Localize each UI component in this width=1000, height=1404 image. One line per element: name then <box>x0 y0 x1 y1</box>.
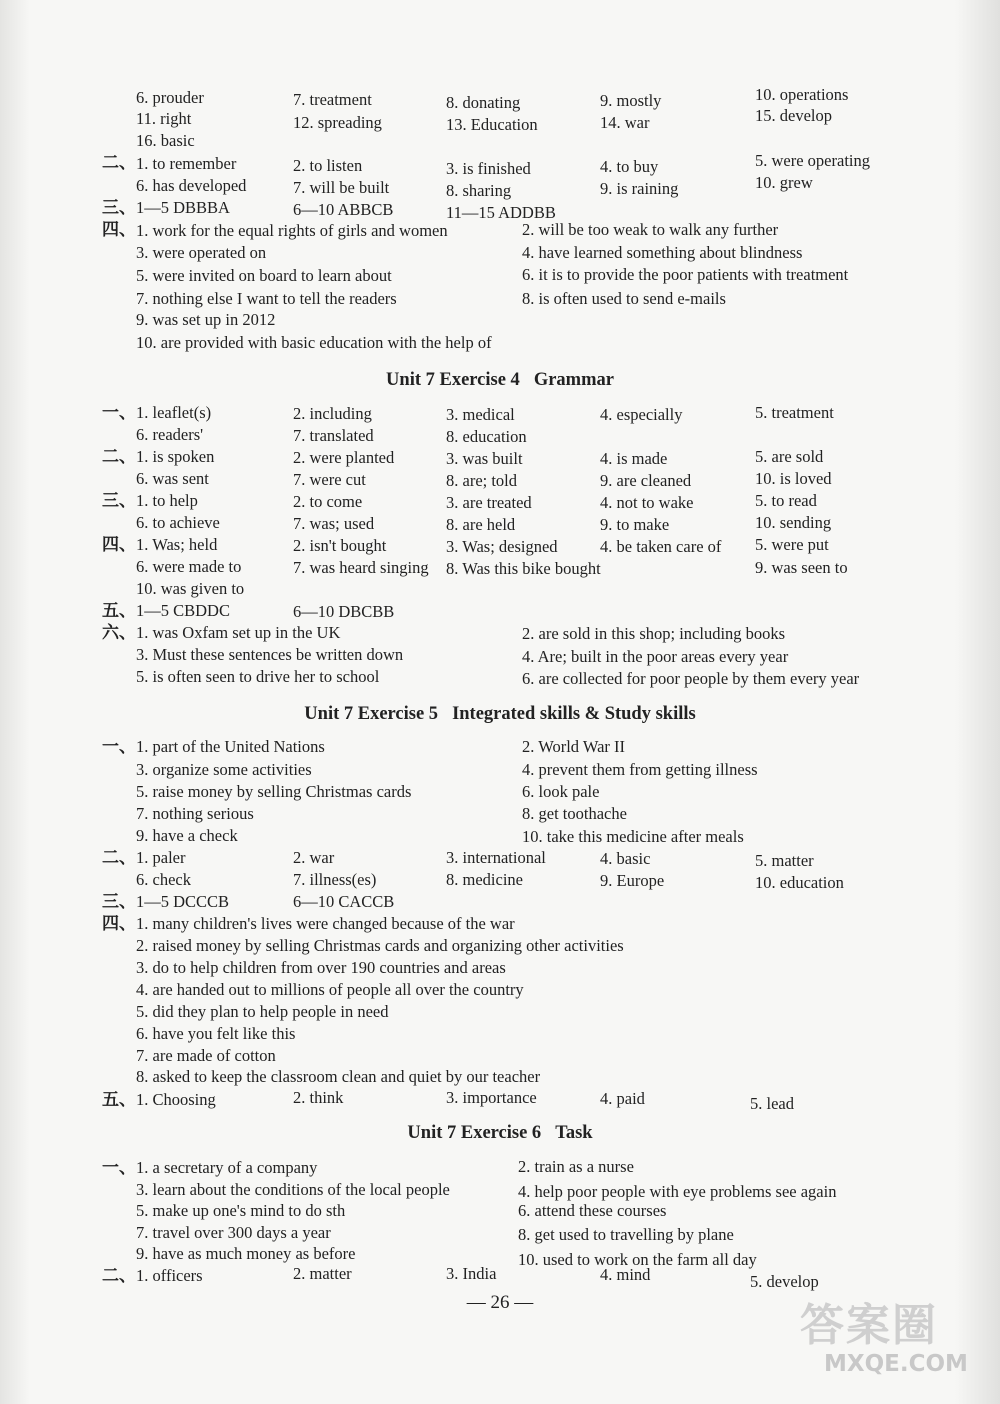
answer: 1. Choosing <box>136 1090 216 1109</box>
answer: 8. are; told <box>446 471 518 490</box>
answer: 8. sharing <box>446 181 512 200</box>
answer: 1. paler <box>136 848 186 867</box>
answer: 6. to achieve <box>136 513 220 532</box>
answer: 9. to make <box>600 515 670 534</box>
answer: 3. do to help children from over 190 countries and areas <box>136 958 506 977</box>
answer: 3. was built <box>446 449 523 468</box>
answer: 3. Must these sentences be written down <box>136 645 404 664</box>
answer: 9. was set up in 2012 <box>136 310 276 329</box>
answer: 3. international <box>446 848 546 867</box>
answer: 4. to buy <box>600 157 659 176</box>
answer: 6. check <box>136 870 191 889</box>
answer: 8. Was this bike bought <box>446 559 601 578</box>
answer: 5. to read <box>755 491 817 510</box>
part-marker: 四、 <box>102 220 136 240</box>
answer: 10. is loved <box>755 469 832 488</box>
section-title <box>0 702 1000 726</box>
answer: 4. have learned something about blindness <box>522 243 803 262</box>
part-marker: 六、 <box>102 623 136 643</box>
answer: 7. treatment <box>293 90 372 109</box>
watermark-url: MXQE.COM <box>824 1351 968 1377</box>
section-title-topic: Task <box>555 1123 593 1143</box>
answer: 4. not to wake <box>600 493 694 512</box>
answer: 6. look pale <box>522 782 600 801</box>
answer: 8. asked to keep the classroom clean and quiet by our teacher <box>136 1067 541 1086</box>
section-title-topic: Integrated skills & Study skills <box>452 704 696 724</box>
answer: 4. help poor people with eye problems see again <box>518 1182 837 1201</box>
answer: 2. are sold in this shop; including books <box>522 624 786 643</box>
answer: 8. donating <box>446 93 521 112</box>
part-marker: 三、 <box>102 892 136 912</box>
answer: 7. was; used <box>293 514 375 533</box>
answer: 7. nothing serious <box>136 804 254 823</box>
part-marker: 三、 <box>102 491 136 511</box>
answer: 4. be taken care of <box>600 537 722 556</box>
answer: 4. mind <box>600 1265 651 1284</box>
answer: 16. basic <box>136 131 195 150</box>
answer: 6—10 CACCB <box>293 892 395 911</box>
answer: 2. to come <box>293 492 363 511</box>
answer: 8. is often used to send e-mails <box>522 289 726 308</box>
answer: 10. sending <box>755 513 832 532</box>
watermark-logo <box>772 1289 972 1384</box>
answer: 2. raised money by selling Christmas cards and organizing other activities <box>136 936 624 955</box>
answer: 7. was heard singing <box>293 558 429 577</box>
answer: 3. organize some activities <box>136 760 312 779</box>
part-marker: 二、 <box>102 153 136 173</box>
answer: 4. prevent them from getting illness <box>522 760 758 779</box>
answer: 8. medicine <box>446 870 523 889</box>
page-number: — 26 — <box>466 1292 534 1313</box>
answer: 5. are sold <box>755 447 824 466</box>
answer: 7. were cut <box>293 470 366 489</box>
section-title <box>0 1121 1000 1145</box>
answer: 4. are handed out to millions of people all over the country <box>136 980 524 999</box>
answer: 7. travel over 300 days a year <box>136 1223 331 1242</box>
answer: 8. education <box>446 427 527 446</box>
answer: 3. Was; designed <box>446 537 558 556</box>
answer: 1. to help <box>136 491 198 510</box>
answer: 1. Was; held <box>136 535 218 554</box>
answer: 6. readers' <box>136 425 204 444</box>
answer: 3. importance <box>446 1088 537 1107</box>
answer: 2. were planted <box>293 448 395 467</box>
answer: 6. was sent <box>136 469 209 488</box>
section-title-unit: Unit 7 Exercise 6 <box>407 1123 542 1143</box>
answer: 10. education <box>755 873 844 892</box>
answer: 7. nothing else I want to tell the readers <box>136 289 397 308</box>
answer: 2. think <box>293 1088 344 1107</box>
answer: 1. is spoken <box>136 447 215 466</box>
answer: 6. have you felt like this <box>136 1024 296 1043</box>
answer: 2. will be too weak to walk any further <box>522 220 779 239</box>
answer: 1. part of the United Nations <box>136 737 325 756</box>
answer: 1. to remember <box>136 154 237 173</box>
answer: 8. get toothache <box>522 804 627 823</box>
answer: 3. India <box>446 1264 497 1283</box>
answer: 2. World War II <box>522 737 626 756</box>
answer: 1. a secretary of a company <box>136 1158 318 1177</box>
answer: 3. were operated on <box>136 243 267 262</box>
answer: 5. raise money by selling Christmas cards <box>136 782 412 801</box>
answer: 5. were invited on board to learn about <box>136 266 392 285</box>
part-marker: 五、 <box>102 601 136 621</box>
answer: 7. translated <box>293 426 374 445</box>
answer: 11. right <box>136 109 192 128</box>
answer: 5. is often seen to drive her to school <box>136 667 380 686</box>
part-marker: 二、 <box>102 1266 136 1286</box>
answer: 5. make up one's mind to do sth <box>136 1201 346 1220</box>
part-marker: 五、 <box>102 1090 136 1110</box>
answer: 5. treatment <box>755 403 834 422</box>
answer: 10. was given to <box>136 579 245 598</box>
part-marker: 四、 <box>102 535 136 555</box>
answer: 3. learn about the conditions of the local people <box>136 1180 450 1199</box>
answer: 6—10 DBCBB <box>293 602 395 621</box>
answer: 4. especially <box>600 405 683 424</box>
answer: 1. work for the equal rights of girls and women <box>136 221 448 240</box>
answer: 10. grew <box>755 173 813 192</box>
answer: 3. is finished <box>446 159 531 178</box>
answer: 9. have as much money as before <box>136 1244 356 1263</box>
answer: 6. are collected for poor people by them every year <box>522 669 860 688</box>
answer: 12. spreading <box>293 113 382 132</box>
answer: 6. were made to <box>136 557 242 576</box>
answer: 9. are cleaned <box>600 471 692 490</box>
answer: 5. matter <box>755 851 814 870</box>
answer: 2. isn't bought <box>293 536 387 555</box>
answer: 9. is raining <box>600 179 679 198</box>
answer: 7. are made of cotton <box>136 1046 276 1065</box>
answer: 10. used to work on the farm all day <box>518 1250 757 1269</box>
part-marker: 一、 <box>102 737 136 757</box>
part-marker: 四、 <box>102 914 136 934</box>
watermark-text: 答案圈 <box>800 1300 938 1351</box>
answer: 5. lead <box>750 1094 794 1113</box>
answer: 2. to listen <box>293 156 363 175</box>
answer: 1—5 CBDDC <box>136 601 230 620</box>
answer: 9. Europe <box>600 871 665 890</box>
answer: 7. will be built <box>293 178 390 197</box>
answer: 1. many children's lives were changed because of the war <box>136 914 515 933</box>
answer: 4. paid <box>600 1089 645 1108</box>
answer: 10. take this medicine after meals <box>522 827 744 846</box>
answer: 14. war <box>600 113 650 132</box>
part-marker: 一、 <box>102 1158 136 1178</box>
section-title-topic: Grammar <box>533 370 614 390</box>
answer: 1—5 DCCCB <box>136 892 230 911</box>
answer: 2. train as a nurse <box>518 1157 634 1176</box>
answer: 2. matter <box>293 1264 352 1283</box>
answer: 6. prouder <box>136 88 204 107</box>
section-title-unit: Unit 7 Exercise 4 <box>386 370 520 390</box>
answer: 4. basic <box>600 849 651 868</box>
answer: 6. has developed <box>136 176 247 195</box>
answer: 8. are held <box>446 515 516 534</box>
answer: 6—10 ABBCB <box>293 200 394 219</box>
answer: 13. Education <box>446 115 538 134</box>
part-marker: 二、 <box>102 848 136 868</box>
answer: 4. is made <box>600 449 668 468</box>
answer: 4. Are; built in the poor areas every year <box>522 647 789 666</box>
answer: 8. get used to travelling by plane <box>518 1225 734 1244</box>
answer: 9. mostly <box>600 91 662 110</box>
answer: 9. was seen to <box>755 558 848 577</box>
answer: 5. were put <box>755 535 829 554</box>
answer: 3. are treated <box>446 493 532 512</box>
answer: 1. officers <box>136 1266 203 1285</box>
section-title-unit: Unit 7 Exercise 5 <box>304 704 439 724</box>
answer: 10. are provided with basic education with the help of <box>136 333 492 352</box>
answer: 10. operations <box>755 85 849 104</box>
answer: 11—15 ADDBB <box>446 203 556 222</box>
answer: 5. did they plan to help people in need <box>136 1002 389 1021</box>
answer: 6. it is to provide the poor patients with treatment <box>522 265 849 284</box>
part-marker: 二、 <box>102 447 136 467</box>
answer: 3. medical <box>446 405 515 424</box>
answer: 1. leaflet(s) <box>136 403 212 422</box>
answer: 6. attend these courses <box>518 1201 667 1220</box>
part-marker: 一、 <box>102 403 136 423</box>
answer: 15. develop <box>755 106 832 125</box>
answer: 1. was Oxfam set up in the UK <box>136 623 341 642</box>
answer: 2. including <box>293 404 372 423</box>
answer: 7. illness(es) <box>293 870 377 889</box>
answer: 1—5 DBBBA <box>136 198 230 217</box>
part-marker: 三、 <box>102 198 136 218</box>
answer: 2. war <box>293 848 335 867</box>
answer: 5. develop <box>750 1272 819 1291</box>
answer: 5. were operating <box>755 151 870 170</box>
answer: 9. have a check <box>136 826 238 845</box>
section-title <box>0 368 1000 392</box>
